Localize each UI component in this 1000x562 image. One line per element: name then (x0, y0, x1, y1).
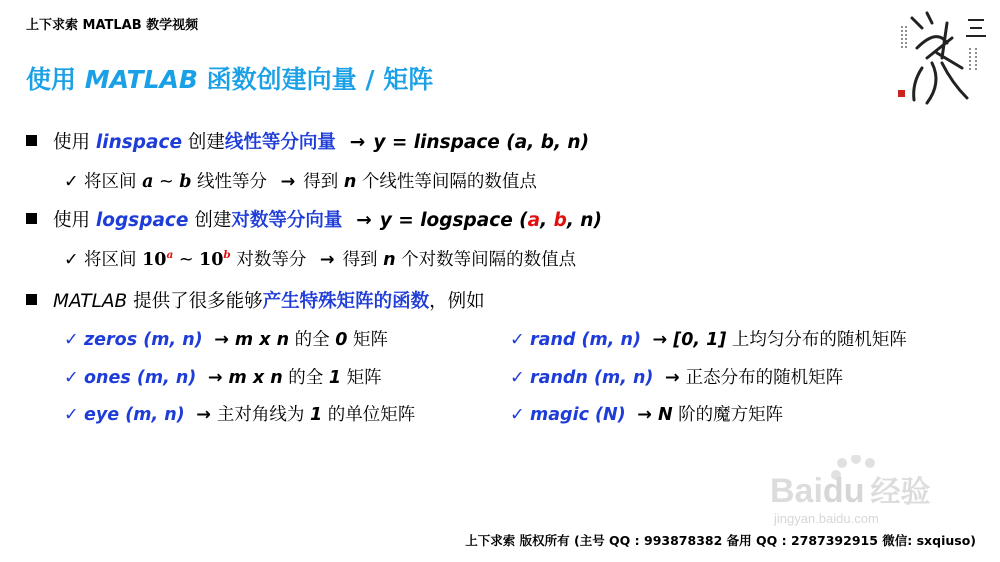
func-ones: ✓ ones (m, n) → m x n 的全 1 矩阵 (64, 368, 382, 388)
square-bullet-icon (26, 213, 37, 224)
check-icon: ✓ (64, 368, 79, 388)
bullet-logspace: 使用 logspace 创建对数等分向量 → y = logspace (a, b, n) (26, 206, 602, 232)
square-bullet-icon (26, 135, 37, 146)
arrow-icon: → (196, 405, 211, 425)
func-zeros: ✓ zeros (m, n) → m x n 的全 0 矩阵 (64, 330, 388, 350)
arrow-icon: → (280, 172, 296, 192)
func-randn: ✓ randn (m, n) → 正态分布的随机矩阵 (510, 368, 844, 388)
arrow-icon: → (664, 368, 680, 388)
func-eye: ✓ eye (m, n) → 主对角线为 1 的单位矩阵 (64, 405, 416, 425)
sub-linspace: ✓ 将区间 a ~ b 线性等分 → 得到 n 个线性等间隔的数值点 (64, 172, 537, 192)
check-icon: ✓ (64, 172, 79, 192)
copyright-footer: 上下求索 版权所有 (主号 QQ : 993878382 备用 QQ : 2787392915 微信: sxqiuso) (465, 533, 976, 548)
arrow-icon: → (214, 330, 229, 350)
check-icon: ✓ (510, 330, 525, 350)
slide-title: 使用 MATLAB 函数创建向量 / 矩阵 (26, 65, 434, 94)
arrow-icon: → (637, 405, 652, 425)
func-rand: ✓ rand (m, n) → [0, 1] 上均匀分布的随机矩阵 (510, 330, 907, 350)
check-icon: ✓ (64, 250, 79, 270)
arrow-icon: → (207, 368, 223, 388)
sub-logspace: ✓ 将区间 10$^a$ ~ 10$^b$ 对数等分 → 得到 n 个对数等间隔的数值点 (64, 249, 577, 270)
bullet-special-matrices: MATLAB 提供了很多能够产生特殊矩阵的函数，例如 (26, 287, 485, 313)
arrow-icon: → (356, 210, 372, 231)
square-bullet-icon (26, 294, 37, 305)
header-caption: 上下求索 MATLAB 教学视频 (26, 18, 199, 33)
baidu-watermark: Baidu 经验 jingyan.baidu.com (770, 455, 970, 535)
func-magic: ✓ magic (N) → N 阶的魔方矩阵 (510, 405, 784, 425)
check-icon: ✓ (510, 405, 525, 425)
bullet-linspace: 使用 linspace 创建线性等分向量 → y = linspace (a, b, n) (26, 128, 589, 154)
check-icon: ✓ (64, 330, 79, 350)
arrow-icon: → (349, 132, 366, 153)
check-icon: ✓ (510, 368, 525, 388)
arrow-icon: → (319, 250, 335, 270)
seal-logo (892, 8, 988, 108)
check-icon: ✓ (64, 405, 79, 425)
arrow-icon: → (652, 330, 668, 350)
